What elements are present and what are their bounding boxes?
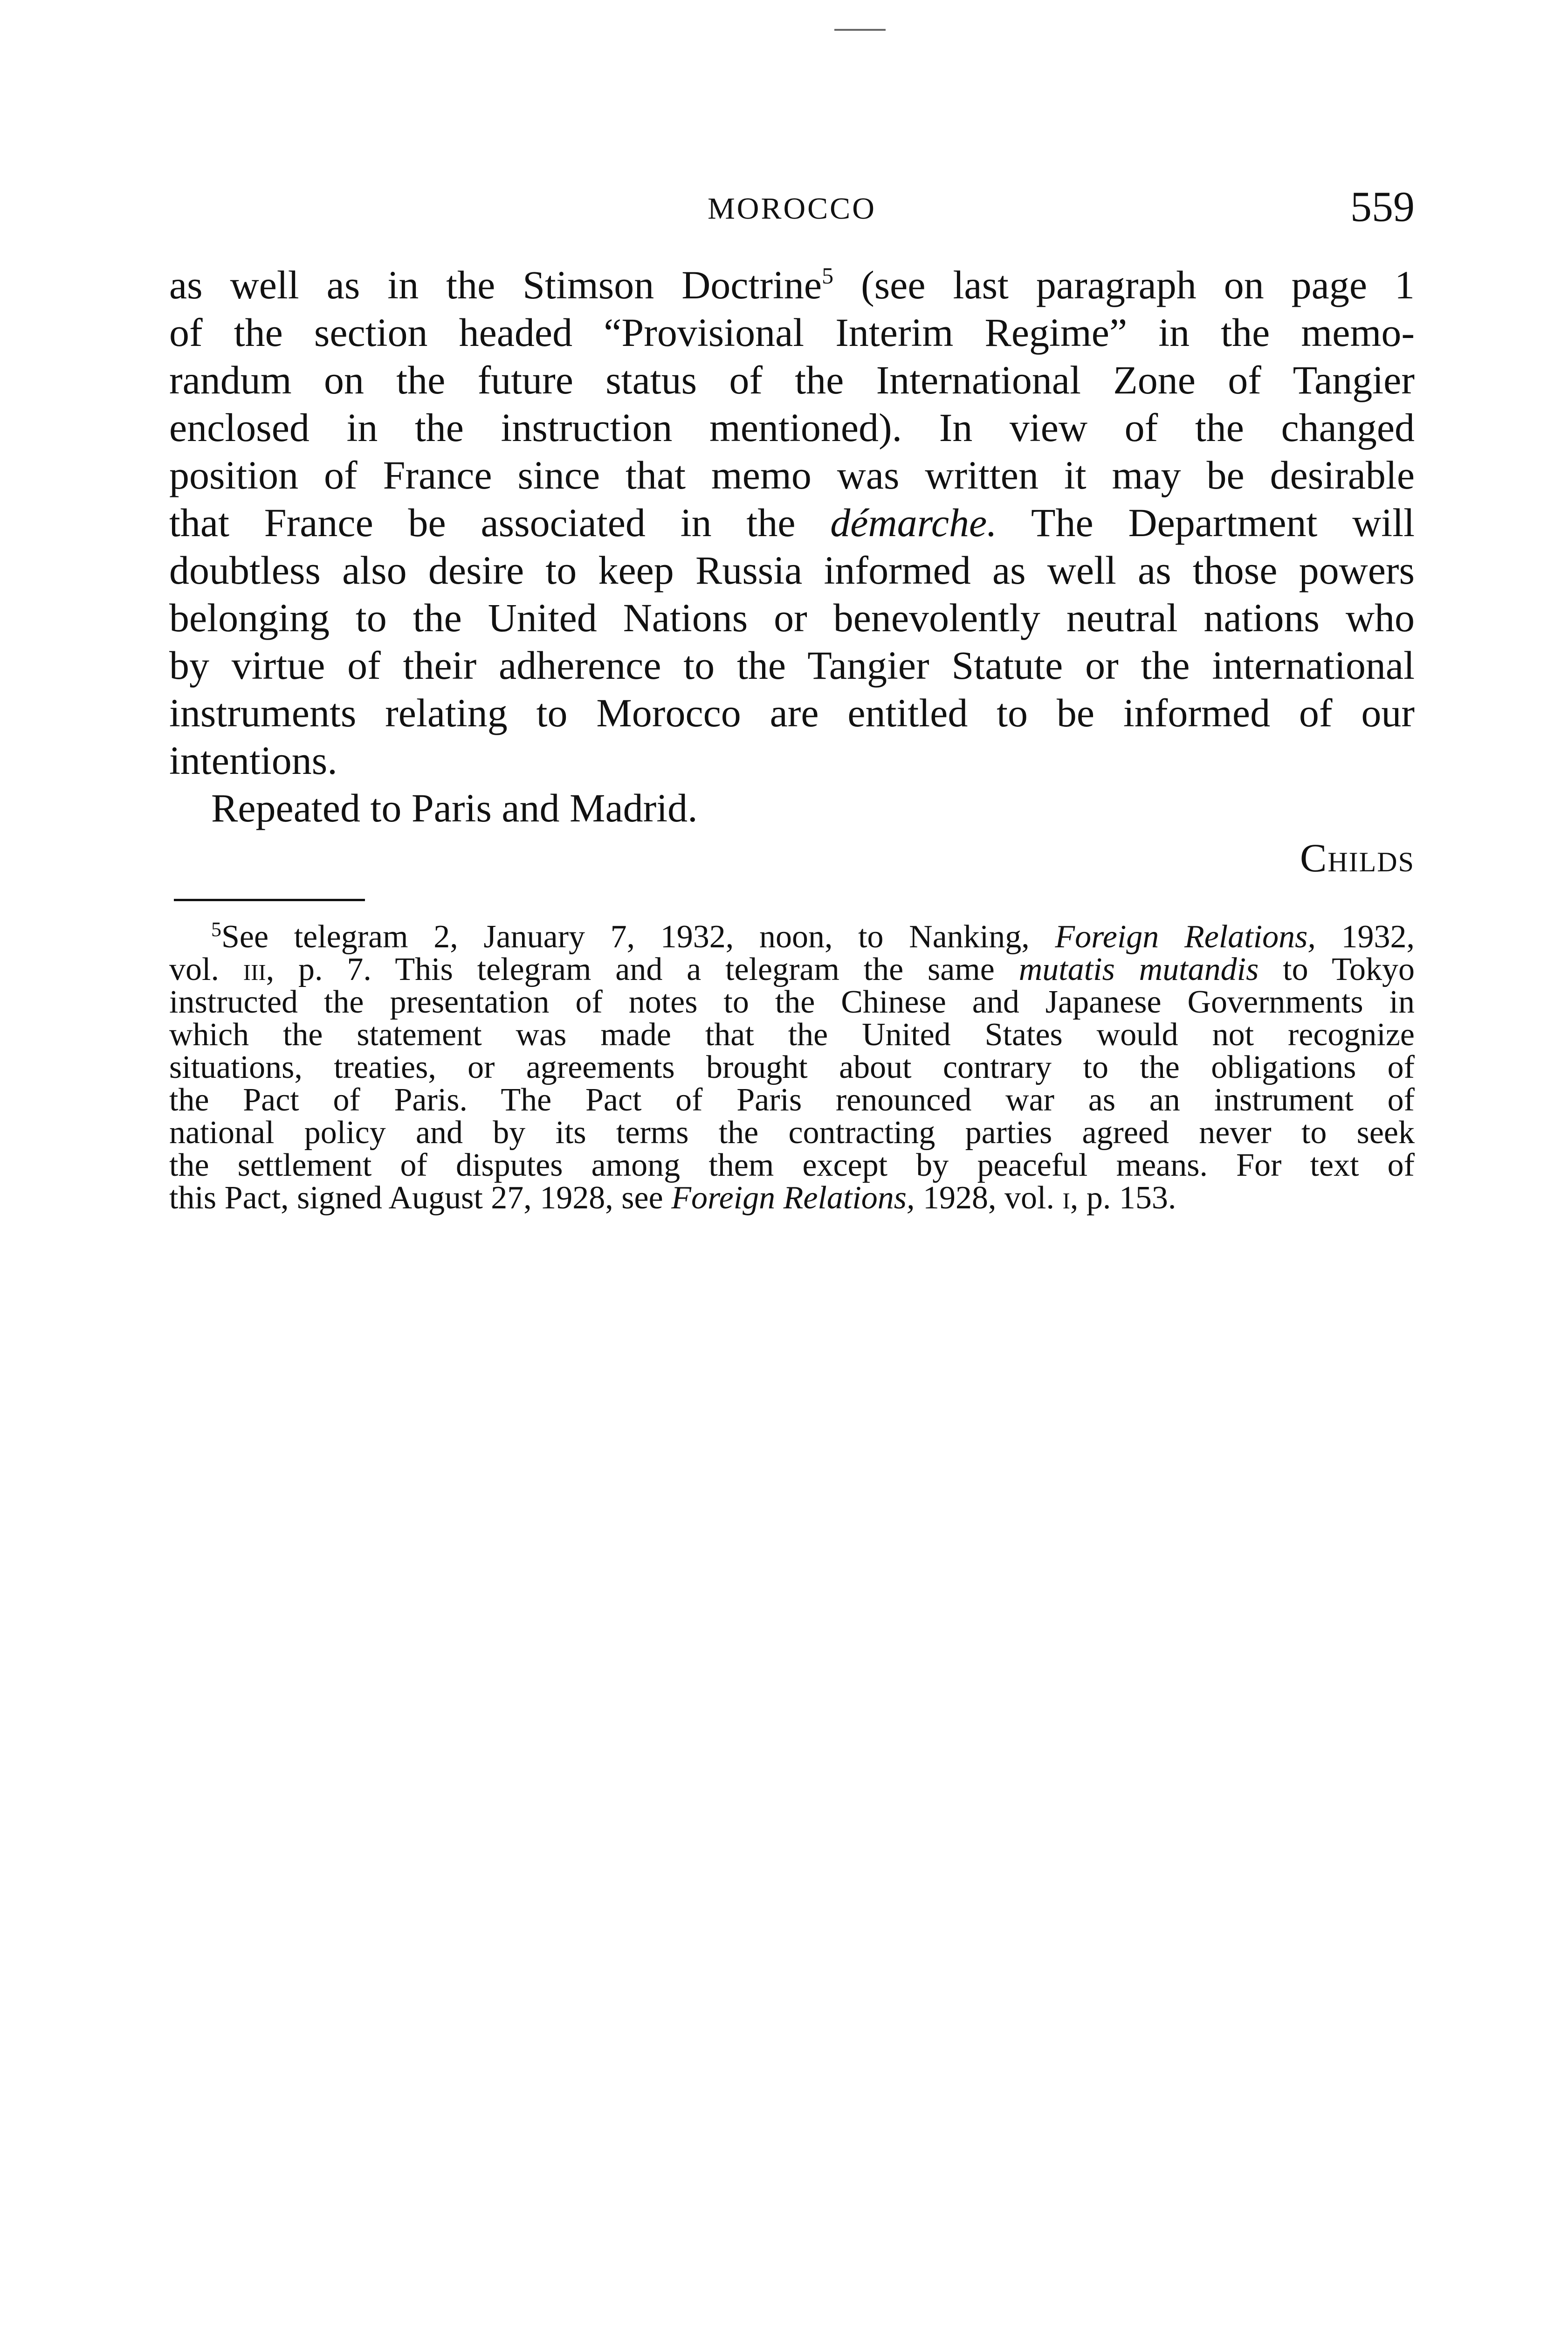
scan-mark xyxy=(834,29,886,31)
body-line: enclosed in the instruction mentioned). In view of the changed xyxy=(169,405,1415,450)
footnote-italic: Foreign Relations, xyxy=(1055,919,1316,955)
footnote-line xyxy=(169,953,1415,986)
body-line: by virtue of their adherence to the Tangier Statute or the international xyxy=(169,643,1415,688)
footnote-reference: 5 xyxy=(822,262,834,289)
footnote-marker: 5 xyxy=(211,918,221,941)
footnote-text: , p. 153. xyxy=(1070,1180,1176,1216)
footnote xyxy=(169,918,1415,1216)
body-text-segment: that France be associated in the xyxy=(169,500,796,545)
footnote-text: to Tokyo xyxy=(1283,952,1415,987)
footnote-line: the settlement of disputes among them except by peaceful means. For text of xyxy=(169,1147,1415,1183)
body-paragraph xyxy=(169,261,1415,832)
body-line: belonging to the United Nations or benevolently neutral nations who xyxy=(169,595,1415,640)
body-text-segment: as well as in the Stimson Doctrine xyxy=(169,262,822,307)
body-line: randum on the future status of the International Zone of Tangier xyxy=(169,358,1415,402)
running-head xyxy=(169,182,1415,233)
body-text-segment: The Department will xyxy=(1031,500,1415,545)
footnote-text: 1932, xyxy=(1341,919,1415,955)
footnote-italic: Foreign Relations, xyxy=(671,1180,915,1216)
footnote-text: vol. xyxy=(169,952,219,987)
footnote-italic: mutatis mutandis xyxy=(1018,952,1259,987)
body-line: instruments relating to Morocco are entitled to be informed of our xyxy=(169,690,1415,735)
running-head-title: MOROCCO xyxy=(708,192,876,226)
footnote-volume: i xyxy=(1062,1180,1070,1216)
page-number: 559 xyxy=(1350,183,1415,230)
repeated-to-line: Repeated to Paris and Madrid. xyxy=(211,786,698,830)
footnote-text: See telegram 2, January 7, 1932, noon, to Nanking, xyxy=(221,919,1030,955)
footnote-text: this Pact, signed August 27, 1928, see xyxy=(169,1180,663,1216)
body-line xyxy=(169,261,1415,309)
footnote-line: instructed the presentation of notes to the Chinese and Japanese Governments in xyxy=(169,984,1415,1020)
footnote-line: situations, treaties, or agreements brought about contrary to the obligations of xyxy=(169,1049,1415,1085)
signature: Childs xyxy=(1300,835,1415,880)
italic-term: démarche. xyxy=(830,500,997,545)
footnote-line xyxy=(169,1182,1415,1214)
body-line: doubtless also desire to keep Russia informed as well as those powers xyxy=(169,548,1415,593)
footnote-text: , p. 7. This telegram and a telegram the same xyxy=(266,952,995,987)
body-line: of the section headed “Provisional Interim Regime” in the memo- xyxy=(169,310,1415,355)
footnote-text: 1928, vol. xyxy=(923,1180,1054,1216)
footnote-line: national policy and by its terms the contracting parties agreed never to seek xyxy=(169,1115,1415,1151)
footnote-line xyxy=(169,918,1415,955)
body-line: position of France since that memo was written it may be desirable xyxy=(169,453,1415,497)
footnote-line: which the statement was made that the United States would not recognize xyxy=(169,1017,1415,1053)
body-text-segment: (see last paragraph on page 1 xyxy=(861,262,1415,307)
body-line: intentions. xyxy=(169,738,337,783)
footnote-volume: iii xyxy=(243,952,266,987)
body-line xyxy=(169,499,1415,546)
footnote-rule xyxy=(174,899,365,901)
footnote-line: the Pact of Paris. The Pact of Paris renounced war as an instrument of xyxy=(169,1082,1415,1118)
